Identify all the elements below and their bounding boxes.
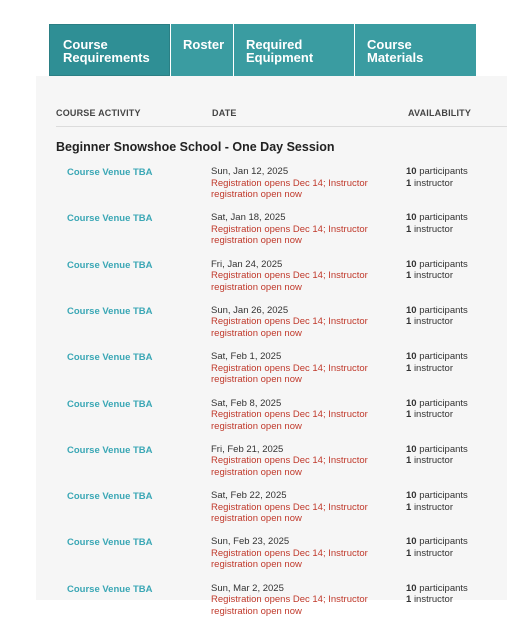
participants-label: participants [419,212,468,224]
venue-link[interactable]: Course Venue TBA [67,537,153,549]
course-schedule-panel [36,76,507,617]
venue-link[interactable]: Course Venue TBA [67,583,153,595]
instructor-count: 1 [406,501,412,513]
tab-course-requirements[interactable]: Course Requirements [49,24,170,76]
participant-count: 10 [406,212,417,224]
session-row [36,305,507,351]
instructor-count: 1 [406,594,412,606]
session-row [36,166,507,212]
session-date-cell [211,490,381,525]
session-date-cell [211,444,381,479]
participants-label: participants [419,582,468,594]
instructor-label: instructor [413,455,454,467]
session-date: Sun, Jan 12, 2025 [211,166,289,177]
session-date-cell [211,398,381,433]
session-row [36,444,507,490]
session-date: Sat, Feb 22, 2025 [211,490,287,502]
participants-label: participants [419,397,468,409]
availability-cell [406,305,468,328]
instructor-label: instructor [413,594,454,606]
instructor-count: 1 [406,409,412,420]
instructor-count: 1 [406,223,412,235]
instructor-label: instructor [413,177,454,189]
instructor-count: 1 [406,547,412,559]
session-date-cell [211,259,381,294]
instructor-label: instructor [413,223,454,235]
registration-note: Registration opens Dec 14; Instructor registration open now [211,455,368,478]
venue-link[interactable]: Course Venue TBA [67,213,153,225]
instructor-label: instructor [413,409,454,420]
registration-note: Registration opens Dec 14; Instructor registration open now [211,316,368,339]
participants-label: participants [419,304,468,316]
participant-count: 10 [406,536,417,548]
session-row [36,490,507,536]
availability-cell [406,166,468,189]
instructor-label: instructor [413,316,454,328]
section-title: Beginner Snowshoe School - One Day Session [56,140,335,154]
tab-required-equipment[interactable]: Required Equipment [234,24,354,76]
registration-note: Registration opens Dec 14; Instructor registration open now [211,594,368,617]
registration-note: Registration opens Dec 14; Instructor registration open now [211,177,368,200]
participant-count: 10 [406,490,417,502]
tab-course-materials[interactable]: Course Materials [355,24,476,76]
participants-label: participants [419,443,468,455]
session-row [36,212,507,258]
availability-cell [406,259,468,282]
instructor-count: 1 [406,316,412,328]
session-date-cell [211,212,381,247]
instructor-count: 1 [406,455,412,467]
participant-count: 10 [406,582,417,594]
participant-count: 10 [406,397,417,409]
venue-link[interactable]: Course Venue TBA [67,305,153,317]
header-divider [56,126,507,127]
session-date: Sun, Feb 23, 2025 [211,536,290,548]
session-date: Fri, Feb 21, 2025 [211,443,284,455]
session-date-cell [211,305,381,340]
session-row [36,259,507,305]
instructor-count: 1 [406,362,412,374]
header-availability: AVAILABILITY [408,108,472,118]
instructor-count: 1 [406,177,412,189]
header-date: DATE [212,108,237,118]
venue-link[interactable]: Course Venue TBA [67,398,153,410]
availability-cell [406,444,468,467]
availability-cell [406,351,468,374]
venue-link[interactable]: Course Venue TBA [67,167,153,178]
participants-label: participants [419,536,468,548]
session-date-cell [211,536,381,571]
venue-link[interactable]: Course Venue TBA [67,352,153,364]
instructor-count: 1 [406,270,412,282]
registration-note: Registration opens Dec 14; Instructor registration open now [211,547,368,571]
session-date: Sun, Jan 26, 2025 [211,304,289,316]
session-row [36,398,507,444]
venue-link[interactable]: Course Venue TBA [67,259,153,271]
participants-label: participants [419,490,468,502]
availability-cell [406,490,468,513]
registration-note: Registration opens Dec 14; Instructor registration open now [211,501,368,525]
registration-note: Registration opens Dec 14; Instructor registration open now [211,409,368,432]
session-row [36,536,507,582]
participants-label: participants [419,351,468,363]
participants-label: participants [419,166,468,177]
participant-count: 10 [406,351,417,363]
registration-note: Registration opens Dec 14; Instructor registration open now [211,362,368,386]
instructor-label: instructor [413,501,454,513]
instructor-label: instructor [413,270,454,282]
session-date-cell [211,351,381,386]
availability-cell [406,583,468,606]
session-row [36,351,507,397]
availability-cell [406,212,468,235]
header-course-activity: COURSE ACTIVITY [56,108,141,118]
session-date: Sat, Feb 8, 2025 [211,397,282,409]
session-date-cell [211,166,381,201]
tab-bar [49,24,477,76]
registration-note: Registration opens Dec 14; Instructor registration open now [211,270,368,293]
availability-cell [406,398,468,421]
instructor-label: instructor [413,547,454,559]
participant-count: 10 [406,304,417,316]
session-row [36,583,507,629]
participants-label: participants [419,258,468,270]
registration-note: Registration opens Dec 14; Instructor registration open now [211,223,368,247]
venue-link[interactable]: Course Venue TBA [67,444,153,456]
instructor-label: instructor [413,362,454,374]
participant-count: 10 [406,443,417,455]
participant-count: 10 [406,258,417,270]
tab-roster[interactable]: Roster [171,24,233,76]
session-date: Sun, Mar 2, 2025 [211,582,284,594]
participant-count: 10 [406,166,417,177]
venue-link[interactable]: Course Venue TBA [67,491,153,503]
session-date: Sat, Jan 18, 2025 [211,212,286,224]
session-date: Fri, Jan 24, 2025 [211,258,283,270]
session-date: Sat, Feb 1, 2025 [211,351,282,363]
availability-cell [406,536,468,559]
